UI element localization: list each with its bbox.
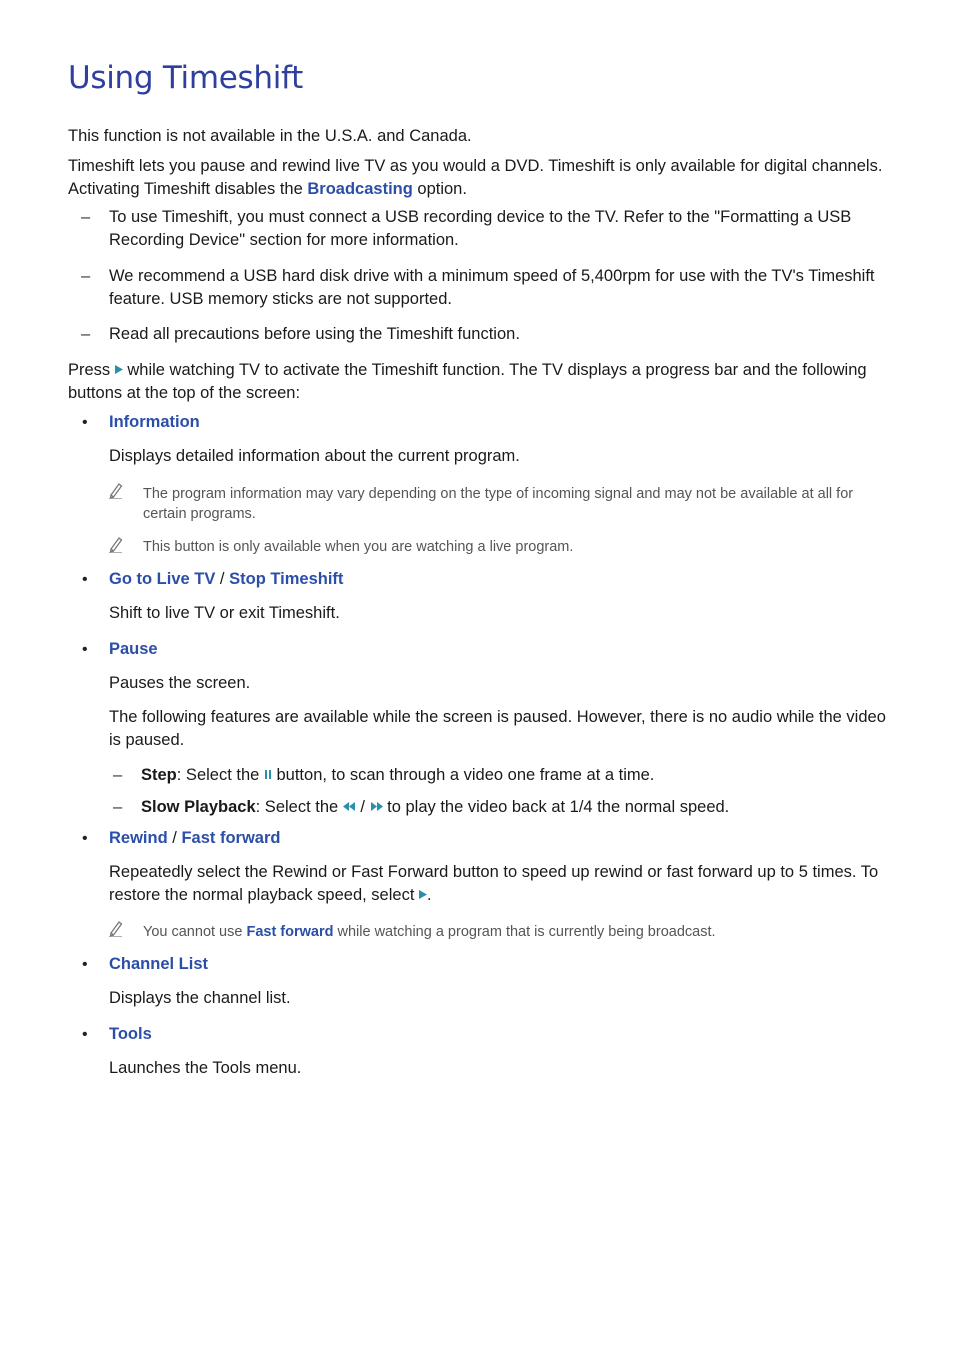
channel-list-description: Displays the channel list.	[109, 989, 291, 1007]
pencil-note-icon	[108, 481, 124, 499]
information-note-live: This button is only available when you are watching a live program.	[143, 539, 574, 555]
press-paragraph: Press while watching TV to activate the Timeshift function. The TV displays a progress bar and the following buttons at the top of the screen:	[68, 361, 867, 402]
bullet-marker: •	[82, 956, 88, 973]
pencil-note-icon	[108, 919, 124, 937]
dash-item-usb-device: To use Timeshift, you must connect a USB recording device to the TV. Refer to the "Formatting a USB Recording Device" section for more information.	[109, 208, 852, 249]
tools-description: Launches the Tools menu.	[109, 1059, 302, 1077]
live-tv-description: Shift to live TV or exit Timeshift.	[109, 604, 340, 622]
bullet-marker: •	[82, 641, 88, 658]
fast-forward-link[interactable]: Fast forward	[246, 924, 334, 940]
information-description: Displays detailed information about the current program.	[109, 447, 520, 465]
bullet-marker: •	[82, 571, 88, 588]
live-tv-heading: Go to Live TV / Stop Timeshift	[109, 570, 344, 588]
play-icon	[115, 365, 123, 377]
slow-playback-item: Slow Playback: Select the / to play the video back at 1/4 the normal speed.	[141, 798, 730, 816]
broadcasting-link[interactable]: Broadcasting	[307, 180, 413, 198]
fast-forward-note: You cannot use Fast forward while watching a program that is currently being broadcast.	[143, 924, 716, 940]
pause-icon	[264, 770, 272, 782]
pencil-note-icon	[108, 535, 124, 553]
rewind-heading: Rewind / Fast forward	[109, 829, 281, 847]
pause-features-description: The following features are available while the screen is paused. However, there is no audio while the video is paused.	[109, 708, 886, 749]
availability-note: This function is not available in the U.S.A. and Canada.	[68, 127, 472, 145]
dash-marker: –	[113, 766, 123, 784]
dash-marker: –	[81, 267, 91, 285]
pause-heading: Pause	[109, 640, 158, 658]
dash-marker: –	[113, 798, 123, 816]
information-heading: Information	[109, 413, 200, 431]
pause-description: Pauses the screen.	[109, 674, 251, 692]
bullet-marker: •	[82, 830, 88, 847]
dash-item-precautions: Read all precautions before using the Timeshift function.	[109, 325, 520, 343]
fast-forward-icon	[370, 802, 383, 814]
step-item: Step: Select the button, to scan through a video one frame at a time.	[141, 766, 655, 784]
bullet-marker: •	[82, 414, 88, 431]
channel-list-heading: Channel List	[109, 955, 209, 973]
bullet-marker: •	[82, 1026, 88, 1043]
dash-item-hard-disk: We recommend a USB hard disk drive with a minimum speed of 5,400rpm for use with the TV's Timeshift feature. USB memory sticks are not supported.	[109, 267, 875, 308]
dash-marker: –	[81, 325, 91, 343]
rewind-icon	[343, 802, 356, 814]
tools-heading: Tools	[109, 1025, 152, 1043]
information-note-signal: The program information may vary depending on the type of incoming signal and may not be available at all for certain programs.	[143, 486, 854, 522]
dash-marker: –	[81, 208, 91, 226]
intro-paragraph: Timeshift lets you pause and rewind live TV as you would a DVD. Timeshift is only available for digital channels. Activating Timeshift disables the Broadcasting option.	[68, 157, 883, 198]
rewind-description: Repeatedly select the Rewind or Fast Forward button to speed up rewind or fast forward up to 5 times. To restore the normal playback speed, select .	[109, 863, 879, 904]
play-icon	[419, 890, 427, 902]
page-title: Using Timeshift	[68, 60, 303, 96]
